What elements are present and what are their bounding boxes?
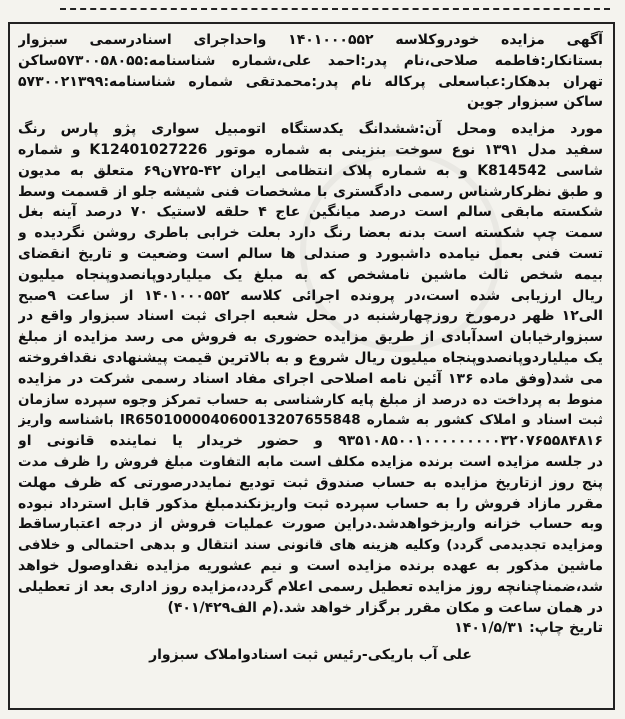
body-line: الی۱۲ ظهر درمورخ روزچهارشنبه در محل شعبه اجرای ثبت اسناد سبزوار واقع در xyxy=(18,308,603,325)
body-line: بیمه شخص ثالث ماشین نامشخص که به مبلغ یک میلیاردوپانصدوپنجاه میلیون xyxy=(18,266,603,283)
body-line: شد،ضمناچنانچه روز مزایده تعطیل رسمی اعلام گردد،مزایده روز اداری بعد از تعطیلی xyxy=(18,578,603,595)
body-line: شاسی K814542 و به شماره پلاک انتظامی ایران ۴۲-۷۲۵ن۶۹ متعلق به مدیون xyxy=(18,162,603,179)
body-line: تست فنی بعمل نیامده داشبورد و صندلی ها سالم است وضعیت و تاریخ انقضای xyxy=(18,245,603,262)
notice-title: آگهی مزایده خودروکلاسه ۱۴۰۱۰۰۰۵۵۲ واحداجرای اسنادرسمی سبزوار xyxy=(18,32,603,48)
body-line: و طبق نظرکارشناس رسمی دادگستری با مشخصات فنی شیشه جلو از قسمت وسط xyxy=(18,183,603,200)
body-line: سمت چپ شکسته است بدنه بعضا رنگ دارد بعلت خرابی باطری روشن نگردیده و xyxy=(18,225,603,242)
body-line: مقرر مازاد فروش را به حساب سپرده ثبت واریزنکندمبلغ مذکور قابل استرداد نبوده xyxy=(18,495,603,512)
body-line: ثبت اسناد و املاک کشور به شماره IR650100004060013207655848 باشناسه واریز xyxy=(18,412,603,429)
body-line: در جلسه مزایده است برنده مزایده مکلف است مابه التفاوت مبلغ فروش را ظرف مدت xyxy=(18,453,603,470)
body-line: ۹۳۵۱۰۸۵۰۰۱۰۰۰۰۰۰۰۰۰۳۲۰۷۶۵۵۸۴۸۱۶ و حضور خریدار یا نماینده قانونی او xyxy=(18,433,603,450)
body-line: در همان ساعت و مکان مقرر برگزار خواهد شد.(م الف۴۰۱/۴۲۹) xyxy=(167,599,603,616)
body-line: ریال ارزیابی شده است،در پرونده اجرائی کلاسه ۱۴۰۱۰۰۰۵۵۲ از ساعت ۹صبح xyxy=(18,287,603,304)
body-line: وبه حساب خزانه واریزخواهدشد.دراین صورت عملیات فروش از درجه اعتبارساقط xyxy=(18,516,603,533)
body-line: شکسته مابقی سالم است درصد میانگین عاج ۴ حلقه لاستیک ۷۰ درصد آینه بغل xyxy=(18,204,603,221)
debtor-residence-line: ساکن سبزوار جوین xyxy=(467,94,603,111)
body-line: مورد مزایده ومحل آن:ششدانگ یکدستگاه اتومبیل سواری پژو پارس رنگ xyxy=(18,121,603,138)
body-line: می شد(وفق ماده ۱۳۶ آئین نامه اصلاحی اجرای مفاد اسناد رسمی شرکت در مزایده xyxy=(18,370,603,387)
creditor-line: بستانکار:فاطمه صلاحی،نام پدر:احمد علی،شماره شناسنامه:۵۷۳۰۰۵۸۰۵۵ساکن xyxy=(18,52,603,69)
debtor-line: تهران بدهکار:عباسعلی پرکاله نام پدر:محمدتقی شماره شناسنامه:۵۷۳۰۰۲۱۳۹۹ xyxy=(18,73,603,90)
notice-body xyxy=(18,119,603,618)
body-line: پنج روز ازتاریخ مزایده به حساب صندوق ثبت تودیع نمایددرصورتی که ظرف مهلت xyxy=(18,474,603,491)
auction-notice-box xyxy=(8,22,615,710)
signature: علی آب باریکی-رئیس ثبت اسنادواملاک سبزوار xyxy=(149,647,472,664)
body-line: منوط به پرداخت ده درصد از مبلغ پایه کارشناسی به حساب تمرکز وجوه سپرده سازمان xyxy=(18,391,603,408)
top-dashed-separator xyxy=(60,8,610,10)
body-line: ومزایده تجدیدمی گردد) وکلیه هزینه های قانونی سند انتقال و بدهی احتمالی و خلافی xyxy=(18,537,603,554)
body-line: سبزوارخیابان اسدآبادی از طریق مزایده حضوری به فروش می رسد مزایده از مبلغ xyxy=(18,329,603,346)
body-line: سفید مدل ۱۳۹۱ نوع سوخت بنزینی به شماره موتور K12401027226 و شماره xyxy=(18,141,603,158)
body-line: ماشین مذکور به عهده برنده مزایده است و نیم عشوریه مزایده نقداوصول خواهد xyxy=(18,557,603,574)
notice-header xyxy=(18,30,603,113)
print-date: تاریخ چاپ: ۱۴۰۱/۵/۳۱ xyxy=(454,620,603,637)
body-line: یک میلیاردوپانصدوپنجاه میلیون ریال شروع و به بالاترین قیمت پیشنهادی نقدافروخته xyxy=(18,349,603,366)
